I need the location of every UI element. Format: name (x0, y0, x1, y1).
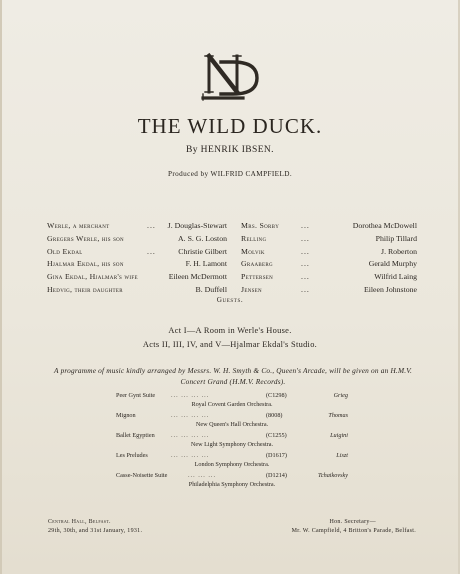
composer-name: Grieg (333, 392, 348, 399)
composer-name: Tchaikovsky (317, 472, 348, 479)
piece-title: Peer Gynt Suite (116, 392, 156, 399)
leader-dots: ... (301, 246, 310, 256)
actor-name: J. Roberton (381, 246, 417, 256)
leader-dots: ... (147, 221, 156, 230)
record-number: (D1214) (266, 472, 287, 479)
producer-line: Produced by WILFRID CAMPFIELD. (167, 170, 293, 178)
character-name: Old Ekdal (47, 246, 83, 256)
music-programme-list (116, 392, 348, 492)
cast-row (241, 220, 417, 233)
leader-dots: ... (301, 272, 310, 282)
character-name: Gina Ekdal, Hjalmar's wife (47, 272, 138, 282)
cast-row (47, 220, 227, 233)
act-one-setting: Act I—A Room in Werle's House. (168, 326, 292, 335)
character-name: Werle, a merchant (47, 221, 110, 230)
play-title: THE WILD DUCK. (137, 114, 323, 138)
performance-dates: 29th, 30th, and 31st January, 1931. (48, 528, 143, 534)
leader-dots: ... ... ... ... (171, 412, 210, 419)
record-number: (C1255) (266, 432, 287, 439)
leader-dots: ... (301, 284, 310, 294)
composer-name: Thomas (328, 412, 348, 419)
actor-name: Eileen Johnstone (363, 284, 417, 294)
actor-name: A. S. G. Loston (178, 233, 227, 243)
leader-dots: ... (301, 259, 310, 269)
cast-row (241, 284, 417, 297)
music-piece (116, 472, 348, 492)
composer-name: Luigini (330, 432, 348, 439)
leader-dots: ... (147, 246, 156, 256)
cast-row (241, 233, 417, 246)
guests-label: Guests. (216, 296, 244, 304)
orchestra-name: New Light Symphony Orchestra. (190, 441, 274, 448)
cast-row (47, 246, 227, 259)
cast-row (47, 284, 227, 297)
cast-row (47, 233, 227, 246)
music-piece (116, 412, 348, 432)
secretary-address: Mr. W. Campfield, 4 Britton's Parade, Belfast. (291, 528, 416, 534)
venue-name: Central Hall, Belfast. (48, 519, 111, 525)
actor-name: B. Duffell (195, 284, 227, 294)
leader-dots: ... ... ... ... (171, 392, 210, 399)
cast-list-left (47, 220, 227, 297)
character-name: Pettersen (241, 272, 274, 282)
leader-dots: ... ... ... ... (171, 452, 210, 459)
cast-row (241, 271, 417, 284)
record-number: (8008) (266, 412, 283, 419)
actor-name: Dorothea McDowell (352, 221, 417, 230)
actor-name: Wilfrid Laing (374, 272, 417, 282)
character-name: Mrs. Sorby (241, 221, 280, 230)
orchestra-name: Philadelphia Symphony Orchestra. (188, 481, 276, 488)
music-piece (116, 452, 348, 472)
actor-name: Philip Tillard (375, 233, 417, 243)
character-name: Hjalmar Ekdal, his son (47, 259, 124, 269)
character-name: Gregers Werle, his son (47, 233, 124, 243)
record-number: (C1298) (266, 392, 287, 399)
orchestra-name: Royal Covent Garden Orchestra. (191, 401, 273, 408)
cast-row (241, 246, 417, 259)
piece-title: Mignon (116, 412, 136, 419)
secretary-details (0, 518, 416, 536)
leader-dots: ... ... ... ... (171, 432, 210, 439)
character-name: Hedvig, their daughter (47, 284, 123, 294)
leader-dots: ... (301, 221, 310, 230)
author-line: By HENRIK IBSEN. (186, 145, 274, 155)
cast-row (47, 258, 227, 271)
cast-row (241, 258, 417, 271)
leader-dots: ... ... ... (188, 472, 217, 479)
leader-dots: ... (301, 233, 310, 243)
character-name: Relling (241, 233, 267, 243)
actor-name: Eileen McDermott (168, 272, 227, 282)
character-name: Molvik (241, 246, 265, 256)
music-piece (116, 392, 348, 412)
orchestra-name: London Symphony Orchestra. (194, 461, 270, 468)
music-piece (116, 432, 348, 452)
cast-row (47, 271, 227, 284)
character-name: Graaberg (241, 259, 273, 269)
actor-name: Christie Gilbert (178, 246, 227, 256)
actor-name: F. H. Lamont (185, 259, 227, 269)
nld-monogram-logo (197, 48, 261, 104)
acts-two-to-five-setting: Acts II, III, IV, and V—Hjalmar Ekdal's Studio. (142, 340, 318, 349)
piece-title: Casse-Noisette Suite (116, 472, 168, 479)
actor-name: J. Douglas-Stewart (167, 221, 227, 230)
piece-title: Ballet Egyptien (116, 432, 155, 439)
orchestra-name: New Queen's Hall Orchestra. (195, 421, 269, 428)
composer-name: Liszt (336, 452, 348, 459)
music-programme-note: A programme of music kindly arranged by Messrs. W. H. Smyth & Co., Queen's Arcade, will be given on an H.M.V. Concert Grand (H.M.V. Records). (54, 366, 412, 386)
piece-title: Les Preludes (116, 452, 148, 459)
secretary-label: Hon. Secretary— (329, 519, 376, 525)
actor-name: Gerald Murphy (368, 259, 417, 269)
record-number: (D1617) (266, 452, 287, 459)
character-name: Jensen (241, 284, 262, 294)
cast-list-right (241, 220, 417, 297)
